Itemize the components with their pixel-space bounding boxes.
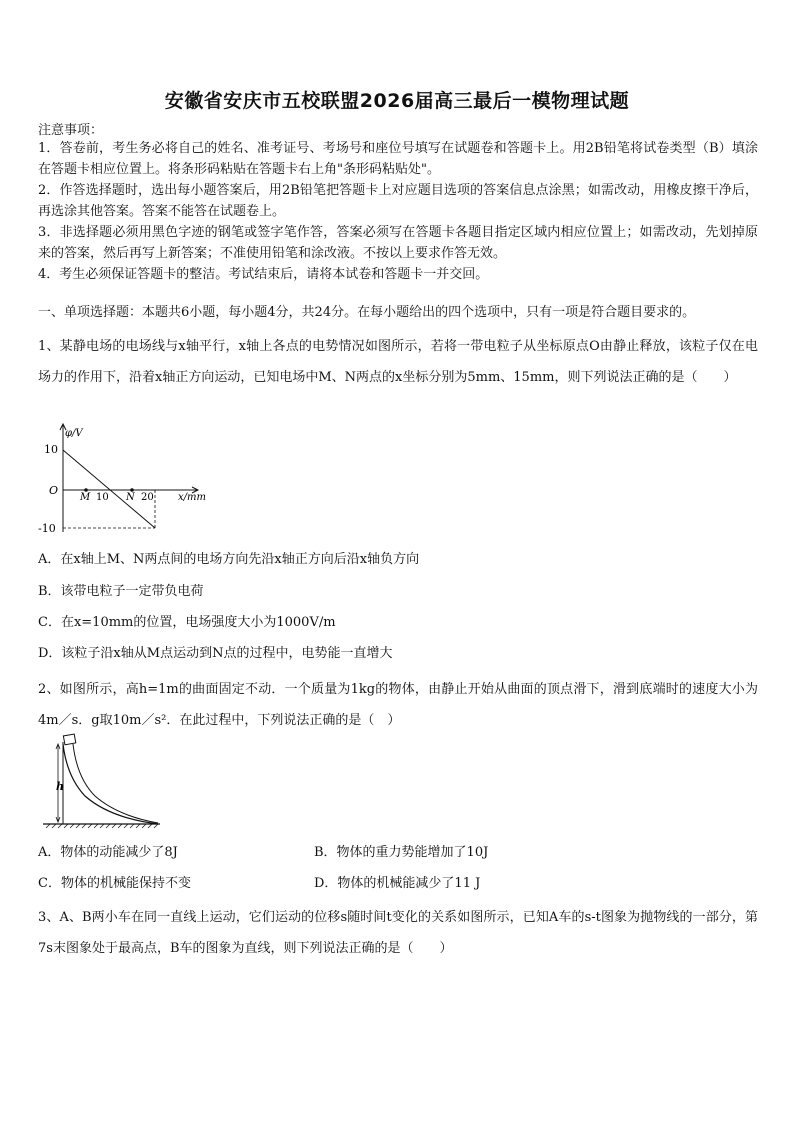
height-label: h [56, 780, 64, 793]
y-tick-bottom: -10 [38, 522, 56, 535]
x-axis-label: x/mm [178, 492, 206, 503]
y-axis-label: φ/V [65, 428, 83, 439]
x-tick-20: 20 [141, 492, 154, 503]
q1-option-c: C．在x=10mm的位置，电场强度大小为1000V/m [38, 615, 336, 630]
n-label: N [126, 492, 135, 503]
curved-surface [63, 744, 158, 824]
q1-option-b: B．该带电粒子一定带负电荷 [38, 584, 204, 599]
q2-option-b: B．物体的重力势能增加了10J [314, 845, 489, 860]
potential-graph [38, 422, 218, 537]
origin-label: O [49, 484, 59, 497]
m-label: M [80, 492, 91, 503]
q2-option-a: A．物体的动能减少了8J [38, 845, 178, 860]
notice-item-4: 4．考生必须保证答题卡的整洁。考试结束后，请将本试卷和答题卡一并交回。 [38, 267, 489, 282]
question-1-stem: 1、某静电场的电场线与x轴平行，x轴上各点的电势情况如图所示，若将一带电粒子从坐标原点O由静止释放，该粒子仅在电场力的作用下，沿着x轴正方向运动，已知电场中M、N两点的x坐标分别为5mm、15mm，则下列说法正确的是（ ） [38, 339, 758, 385]
notice-item-2: 2．作答选择题时，选出每小题答案后，用2B铅笔把答题卡上对应题目选项的答案信息点涂黑；如需改动，用橡皮擦干净后，再选涂其他答案。答案不能答在试题卷上。 [38, 183, 758, 219]
curved-surface-inner [73, 744, 158, 823]
page-title: 安徽省安庆市五校联盟2026届高三最后一模物理试题 [164, 90, 630, 112]
q2-option-d: D．物体的机械能减少了11 J [314, 876, 481, 891]
potential-line [63, 450, 155, 528]
question-3-stem: 3、A、B两小车在同一直线上运动，它们运动的位移s随时间t变化的关系如图所示，已知A车的s-t图象为抛物线的一部分，第7s末图象处于最高点，B车的图象为直线，则下列说法正确的是（ ） [38, 910, 758, 956]
notice-item-1: 1．答卷前，考生务必将自己的姓名、准考证号、考场号和座位号填写在试题卷和答题卡上。用2B铅笔将试卷类型（B）填涂在答题卡相应位置上。将条形码粘贴在答题卡右上角"条形码粘贴处"。 [38, 141, 758, 177]
q2-option-c: C．物体的机械能保持不变 [38, 876, 191, 891]
y-tick-top: 10 [44, 443, 58, 456]
q1-option-a: A．在x轴上M、N两点间的电场方向先沿x轴正方向后沿x轴负方向 [38, 552, 420, 567]
notice-heading: 注意事项： [38, 123, 104, 138]
block [63, 734, 75, 745]
curved-slope-figure [40, 732, 164, 832]
q1-option-d: D．该粒子沿x轴从M点运动到N点的过程中，电势能一直增大 [38, 646, 393, 661]
x-tick-10: 10 [96, 492, 109, 503]
section-heading: 一、单项选择题：本题共6小题，每小题4分，共24分。在每小题给出的四个选项中，只有一项是符合题目要求的。 [38, 305, 696, 320]
notice-item-3: 3．非选择题必须用黑色字迹的钢笔或签字笔作答，答案必须写在答题卡各题目指定区域内相应位置上；如需改动，先划掉原来的答案，然后再写上新答案；不准使用铅笔和涂改液。不按以上要求作答无效。 [38, 225, 758, 261]
question-2-stem: 2、如图所示，高h=1m的曲面固定不动．一个质量为1kg的物体，由静止开始从曲面的顶点滑下，滑到底端时的速度大小为4m／s．g取10m／s²．在此过程中，下列说法正确的是（ ） [38, 682, 758, 728]
